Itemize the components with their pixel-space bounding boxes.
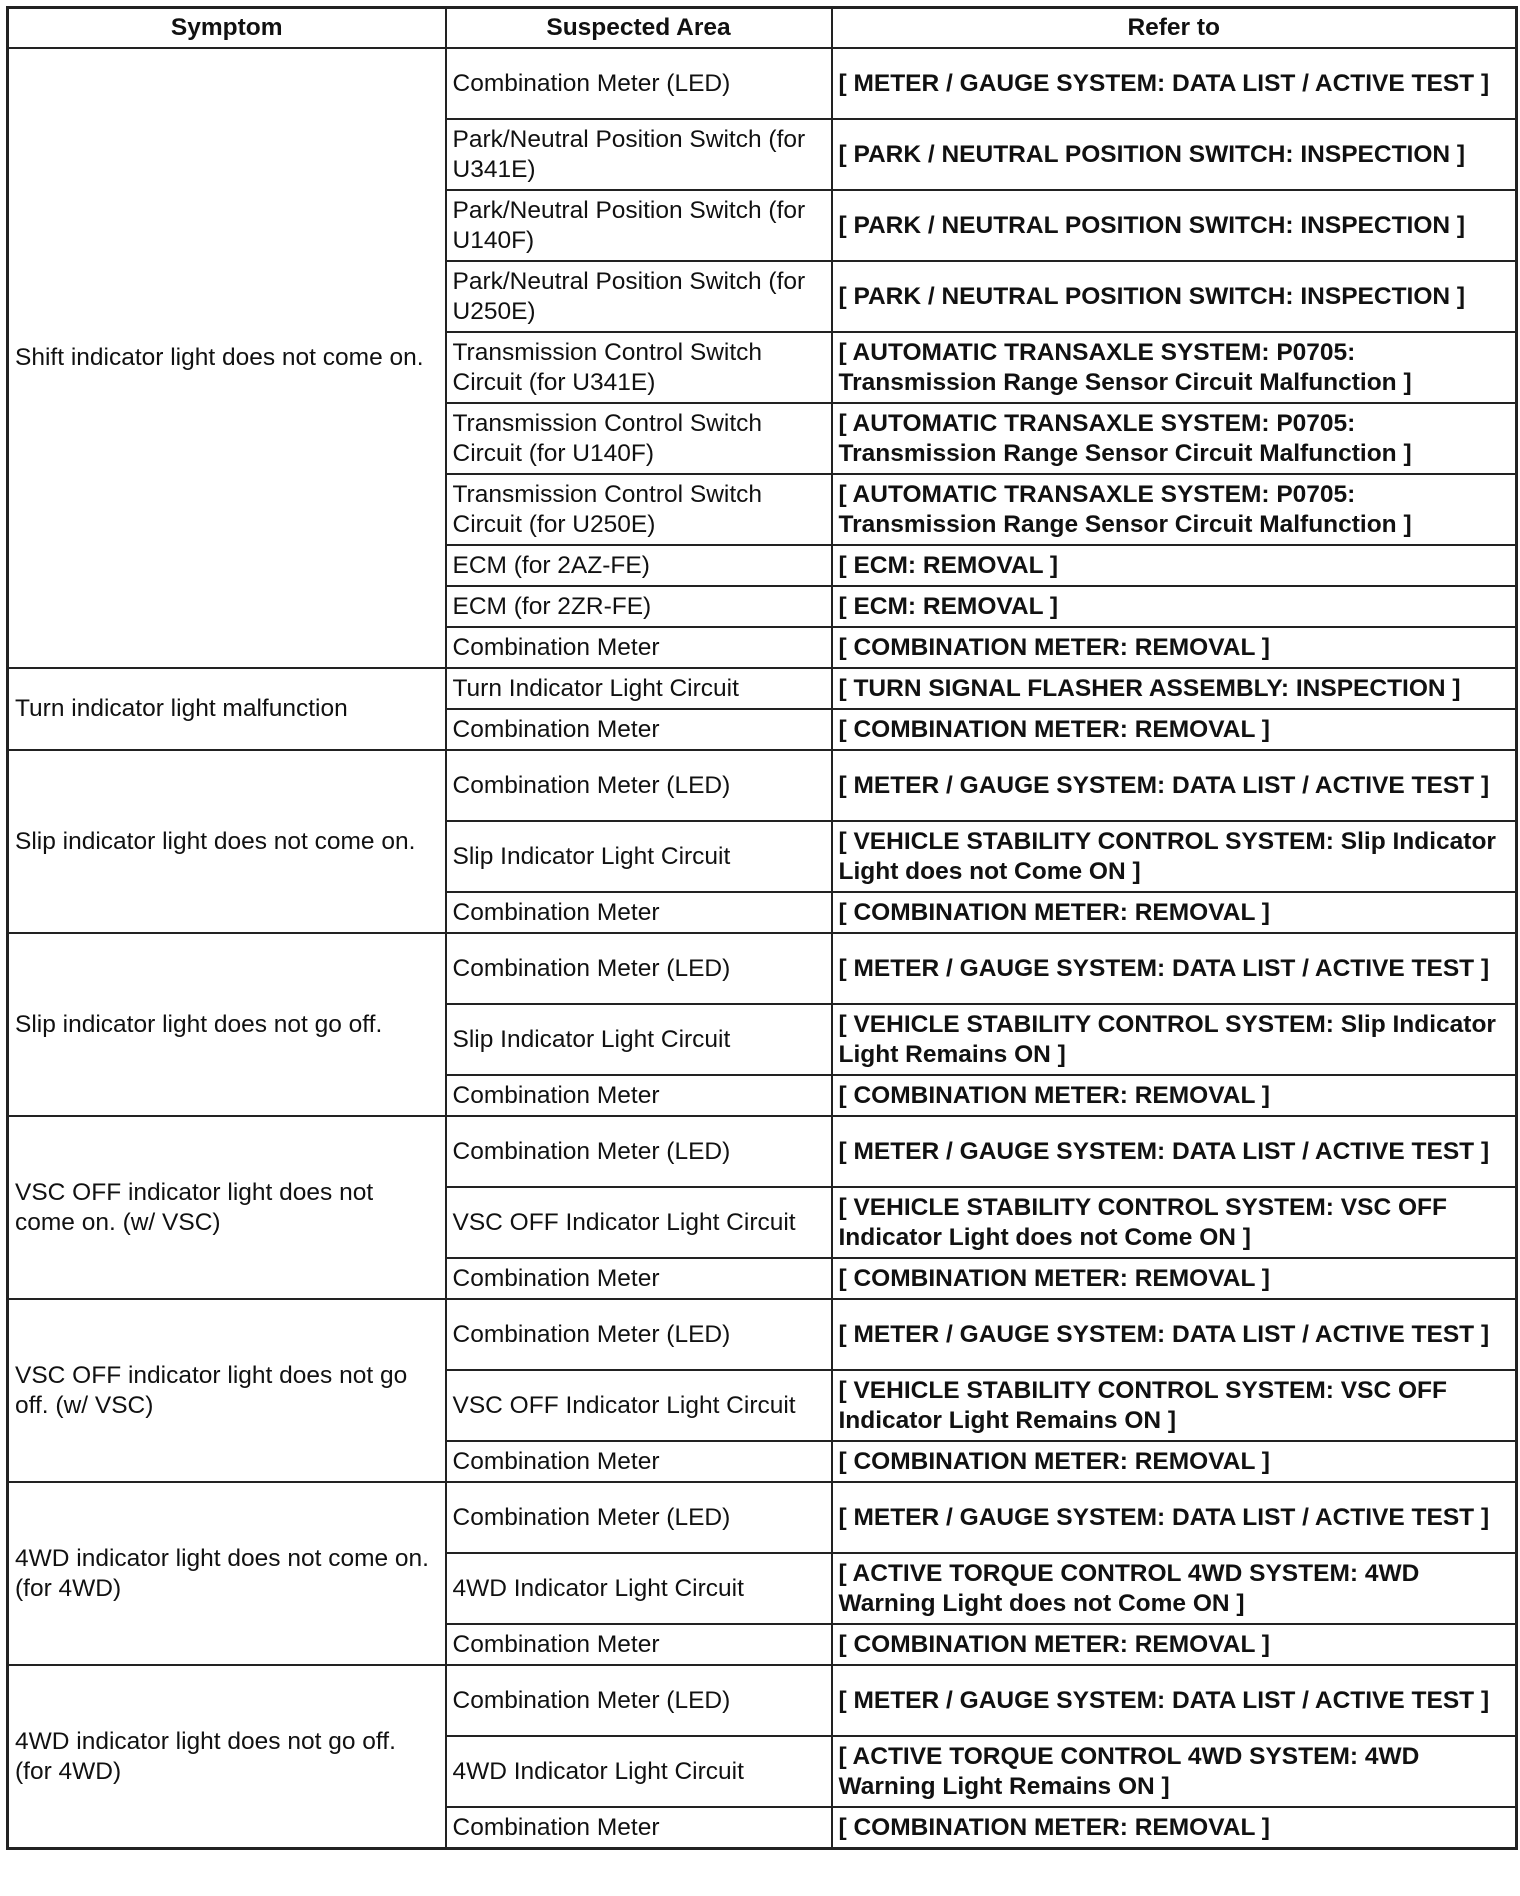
suspected-area-cell: 4WD Indicator Light Circuit	[446, 1736, 832, 1807]
document-page	[6, 6, 1515, 1850]
suspected-area-cell: VSC OFF Indicator Light Circuit	[446, 1370, 832, 1441]
refer-to-link[interactable]: [ TURN SIGNAL FLASHER ASSEMBLY: INSPECTION ]	[832, 668, 1517, 709]
suspected-area-cell: Combination Meter	[446, 1258, 832, 1299]
troubleshooting-table	[6, 6, 1518, 1850]
refer-to-link[interactable]: [ COMBINATION METER: REMOVAL ]	[832, 1624, 1517, 1665]
suspected-area-cell: Combination Meter	[446, 892, 832, 933]
table-header-row	[8, 8, 1517, 49]
suspected-area-cell: Combination Meter	[446, 627, 832, 668]
symptom-cell: Slip indicator light does not come on.	[8, 750, 446, 933]
suspected-area-cell: ECM (for 2AZ-FE)	[446, 545, 832, 586]
symptom-cell: Shift indicator light does not come on.	[8, 48, 446, 668]
symptom-cell: VSC OFF indicator light does not come on. (w/ VSC)	[8, 1116, 446, 1299]
suspected-area-cell: Slip Indicator Light Circuit	[446, 1004, 832, 1075]
refer-to-link[interactable]: [ METER / GAUGE SYSTEM: DATA LIST / ACTIVE TEST ]	[832, 1482, 1517, 1553]
table-row	[8, 750, 1517, 821]
suspected-area-cell: 4WD Indicator Light Circuit	[446, 1553, 832, 1624]
suspected-area-cell: Combination Meter (LED)	[446, 48, 832, 119]
suspected-area-cell: Turn Indicator Light Circuit	[446, 668, 832, 709]
refer-to-link[interactable]: [ ACTIVE TORQUE CONTROL 4WD SYSTEM: 4WD Warning Light does not Come ON ]	[832, 1553, 1517, 1624]
refer-to-link[interactable]: [ METER / GAUGE SYSTEM: DATA LIST / ACTIVE TEST ]	[832, 750, 1517, 821]
suspected-area-cell: Combination Meter (LED)	[446, 1299, 832, 1370]
suspected-area-cell: Transmission Control Switch Circuit (for U140F)	[446, 403, 832, 474]
refer-to-link[interactable]: [ AUTOMATIC TRANSAXLE SYSTEM: P0705: Transmission Range Sensor Circuit Malfunction ]	[832, 332, 1517, 403]
refer-to-link[interactable]: [ COMBINATION METER: REMOVAL ]	[832, 1807, 1517, 1849]
suspected-area-cell: Park/Neutral Position Switch (for U140F)	[446, 190, 832, 261]
header-refer-to: Refer to	[832, 8, 1517, 49]
refer-to-link[interactable]: [ METER / GAUGE SYSTEM: DATA LIST / ACTIVE TEST ]	[832, 1116, 1517, 1187]
symptom-cell: 4WD indicator light does not come on. (for 4WD)	[8, 1482, 446, 1665]
refer-to-link[interactable]: [ COMBINATION METER: REMOVAL ]	[832, 1075, 1517, 1116]
refer-to-link[interactable]: [ COMBINATION METER: REMOVAL ]	[832, 627, 1517, 668]
suspected-area-cell: Park/Neutral Position Switch (for U250E)	[446, 261, 832, 332]
refer-to-link[interactable]: [ AUTOMATIC TRANSAXLE SYSTEM: P0705: Transmission Range Sensor Circuit Malfunction ]	[832, 474, 1517, 545]
refer-to-link[interactable]: [ ECM: REMOVAL ]	[832, 545, 1517, 586]
suspected-area-cell: VSC OFF Indicator Light Circuit	[446, 1187, 832, 1258]
suspected-area-cell: Combination Meter	[446, 1441, 832, 1482]
refer-to-link[interactable]: [ METER / GAUGE SYSTEM: DATA LIST / ACTIVE TEST ]	[832, 933, 1517, 1004]
suspected-area-cell: Combination Meter (LED)	[446, 1482, 832, 1553]
table-row	[8, 48, 1517, 119]
suspected-area-cell: Combination Meter	[446, 1075, 832, 1116]
refer-to-link[interactable]: [ ACTIVE TORQUE CONTROL 4WD SYSTEM: 4WD Warning Light Remains ON ]	[832, 1736, 1517, 1807]
refer-to-link[interactable]: [ PARK / NEUTRAL POSITION SWITCH: INSPECTION ]	[832, 261, 1517, 332]
suspected-area-cell: Combination Meter (LED)	[446, 750, 832, 821]
suspected-area-cell: Combination Meter (LED)	[446, 1116, 832, 1187]
refer-to-link[interactable]: [ COMBINATION METER: REMOVAL ]	[832, 709, 1517, 750]
refer-to-link[interactable]: [ METER / GAUGE SYSTEM: DATA LIST / ACTIVE TEST ]	[832, 48, 1517, 119]
symptom-cell: VSC OFF indicator light does not go off. (w/ VSC)	[8, 1299, 446, 1482]
suspected-area-cell: Combination Meter (LED)	[446, 933, 832, 1004]
refer-to-link[interactable]: [ VEHICLE STABILITY CONTROL SYSTEM: Slip Indicator Light Remains ON ]	[832, 1004, 1517, 1075]
refer-to-link[interactable]: [ AUTOMATIC TRANSAXLE SYSTEM: P0705: Transmission Range Sensor Circuit Malfunction ]	[832, 403, 1517, 474]
header-suspected-area: Suspected Area	[446, 8, 832, 49]
refer-to-link[interactable]: [ ECM: REMOVAL ]	[832, 586, 1517, 627]
refer-to-link[interactable]: [ VEHICLE STABILITY CONTROL SYSTEM: Slip Indicator Light does not Come ON ]	[832, 821, 1517, 892]
refer-to-link[interactable]: [ COMBINATION METER: REMOVAL ]	[832, 1441, 1517, 1482]
refer-to-link[interactable]: [ VEHICLE STABILITY CONTROL SYSTEM: VSC OFF Indicator Light Remains ON ]	[832, 1370, 1517, 1441]
refer-to-link[interactable]: [ METER / GAUGE SYSTEM: DATA LIST / ACTIVE TEST ]	[832, 1299, 1517, 1370]
header-symptom: Symptom	[8, 8, 446, 49]
refer-to-link[interactable]: [ METER / GAUGE SYSTEM: DATA LIST / ACTIVE TEST ]	[832, 1665, 1517, 1736]
suspected-area-cell: Slip Indicator Light Circuit	[446, 821, 832, 892]
table-row	[8, 1665, 1517, 1736]
suspected-area-cell: Transmission Control Switch Circuit (for U341E)	[446, 332, 832, 403]
table-row	[8, 1299, 1517, 1370]
symptom-cell: Turn indicator light malfunction	[8, 668, 446, 750]
refer-to-link[interactable]: [ PARK / NEUTRAL POSITION SWITCH: INSPECTION ]	[832, 190, 1517, 261]
refer-to-link[interactable]: [ COMBINATION METER: REMOVAL ]	[832, 892, 1517, 933]
table-row	[8, 1482, 1517, 1553]
suspected-area-cell: Combination Meter	[446, 709, 832, 750]
refer-to-link[interactable]: [ PARK / NEUTRAL POSITION SWITCH: INSPECTION ]	[832, 119, 1517, 190]
suspected-area-cell: Combination Meter	[446, 1807, 832, 1849]
table-row	[8, 933, 1517, 1004]
suspected-area-cell: Combination Meter	[446, 1624, 832, 1665]
symptom-cell: 4WD indicator light does not go off. (for 4WD)	[8, 1665, 446, 1849]
suspected-area-cell: Combination Meter (LED)	[446, 1665, 832, 1736]
table-row	[8, 1116, 1517, 1187]
refer-to-link[interactable]: [ COMBINATION METER: REMOVAL ]	[832, 1258, 1517, 1299]
suspected-area-cell: Transmission Control Switch Circuit (for U250E)	[446, 474, 832, 545]
refer-to-link[interactable]: [ VEHICLE STABILITY CONTROL SYSTEM: VSC OFF Indicator Light does not Come ON ]	[832, 1187, 1517, 1258]
suspected-area-cell: ECM (for 2ZR-FE)	[446, 586, 832, 627]
table-row	[8, 668, 1517, 709]
table-body	[8, 48, 1517, 1849]
suspected-area-cell: Park/Neutral Position Switch (for U341E)	[446, 119, 832, 190]
symptom-cell: Slip indicator light does not go off.	[8, 933, 446, 1116]
